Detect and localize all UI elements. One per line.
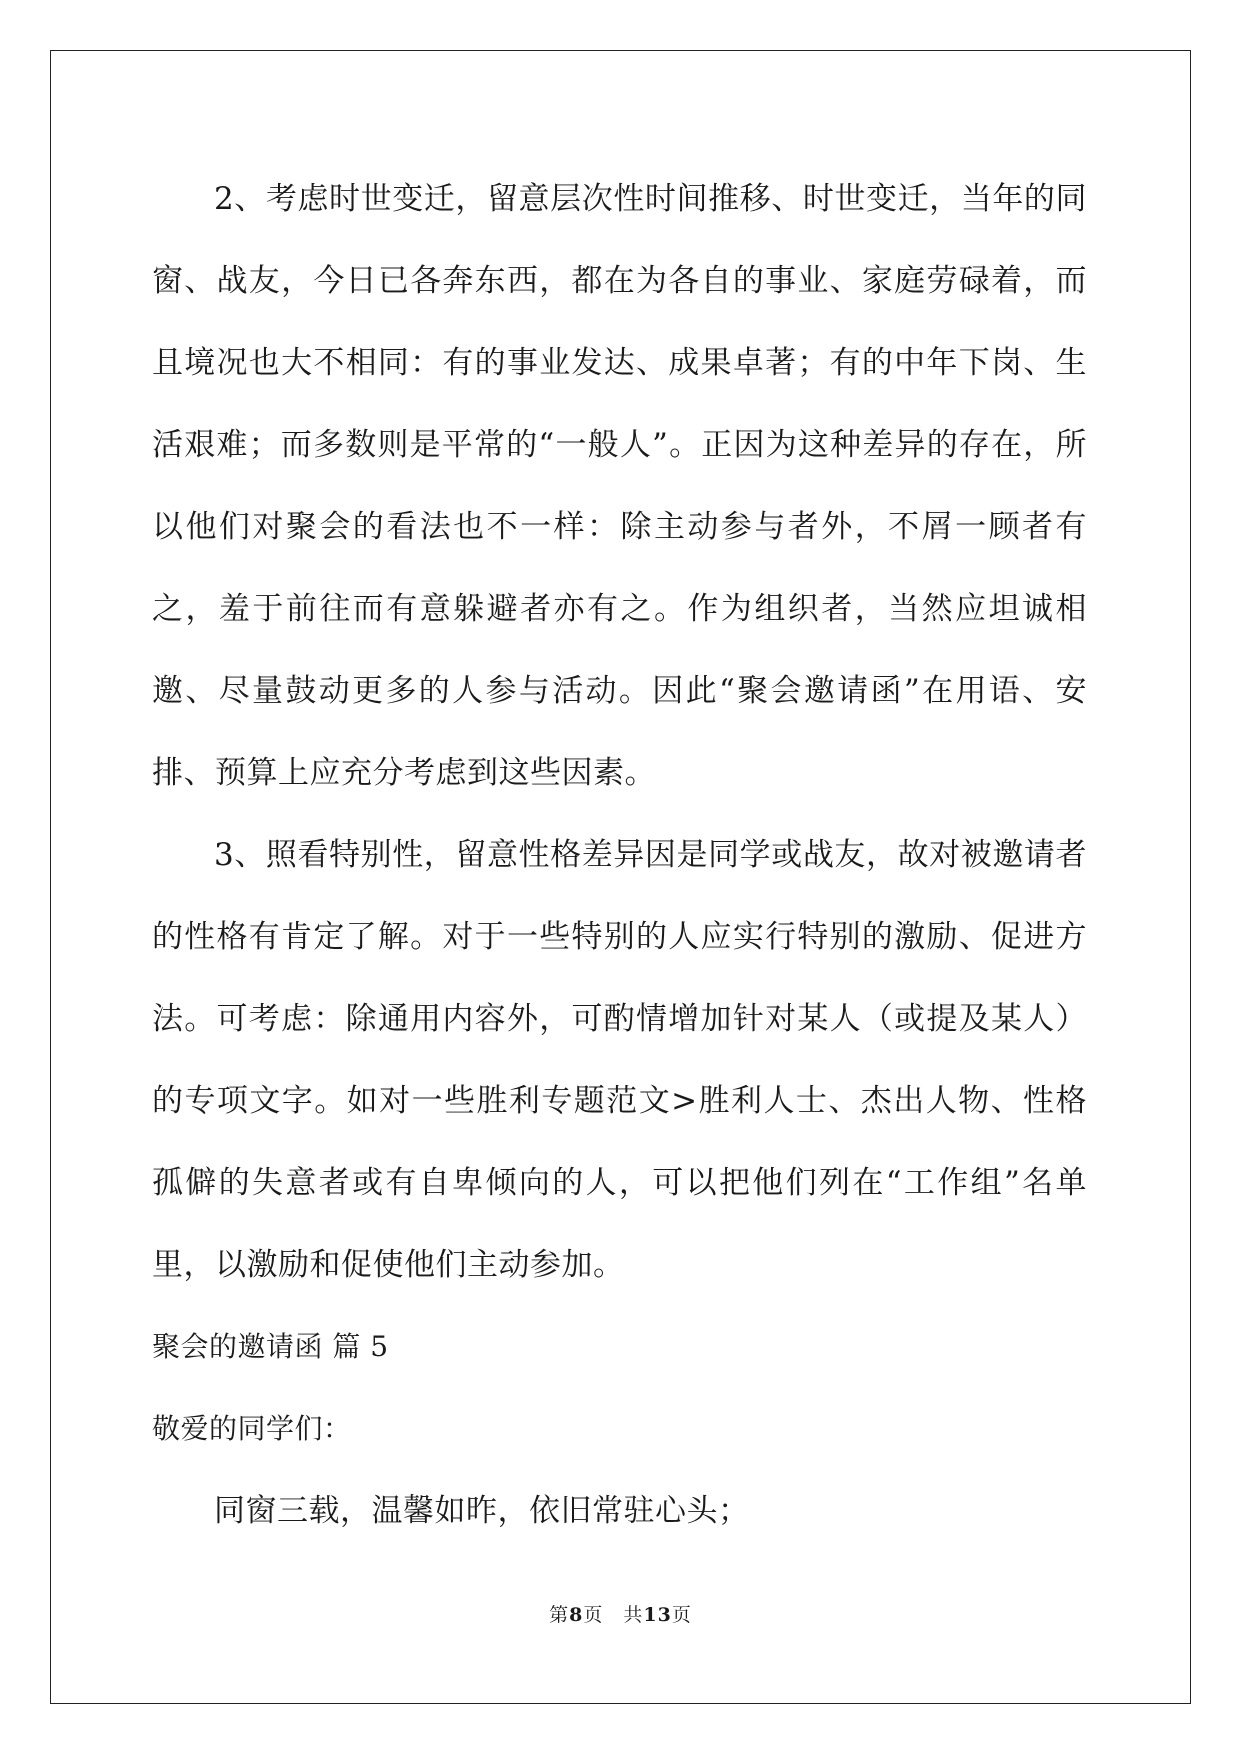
footer-suffix: 页 [671,1604,692,1626]
total-pages-number: 13 [643,1604,672,1626]
section-heading: 聚会的邀请函 篇 5 [152,1330,389,1363]
paragraph-personality-differences: 3、照看特别性，留意性格差异因是同学或战友，故对被邀请者的性格有肯定了解。对于一些特别的人应实行特别的激励、促进方法。可考虑：除通用内容外，可酌情增加针对某人（或提及某人）的专项文字。如对一些胜利专题范文>胜利人士、杰出人物、性格孤僻的失意者或有自卑倾向的人，可以把他们列在“工作组”名单里，以激励和促使他们主动参加。 [152,837,1087,1283]
salutation: 敬爱的同学们： [152,1412,352,1445]
page-footer [0,1600,1241,1627]
footer-middle: 页 共 [583,1604,644,1626]
paragraph-consider-changes: 2、考虑时世变迁，留意层次性时间推移、时世变迁，当年的同窗、战友，今日已各奔东西，都在为各自的事业、家庭劳碌着，而且境况也大不相同：有的事业发达、成果卓著；有的中年下岗、生活艰难；而多数则是平常的“一般人”。正因为这种差异的存在，所以他们对聚会的看法也不一样：除主动参与者外，不屑一顾者有之，羞于前往而有意躲避者亦有之。作为组织者，当然应坦诚相邀、尽量鼓动更多的人参与活动。因此“聚会邀请函”在用语、安排、预算上应充分考虑到这些因素。 [152,181,1087,791]
current-page-number: 8 [569,1604,584,1626]
footer-prefix: 第 [549,1604,570,1626]
opening-line: 同窗三载，温馨如昨，依旧常驻心头； [214,1493,750,1529]
document-body [152,158,1087,1552]
